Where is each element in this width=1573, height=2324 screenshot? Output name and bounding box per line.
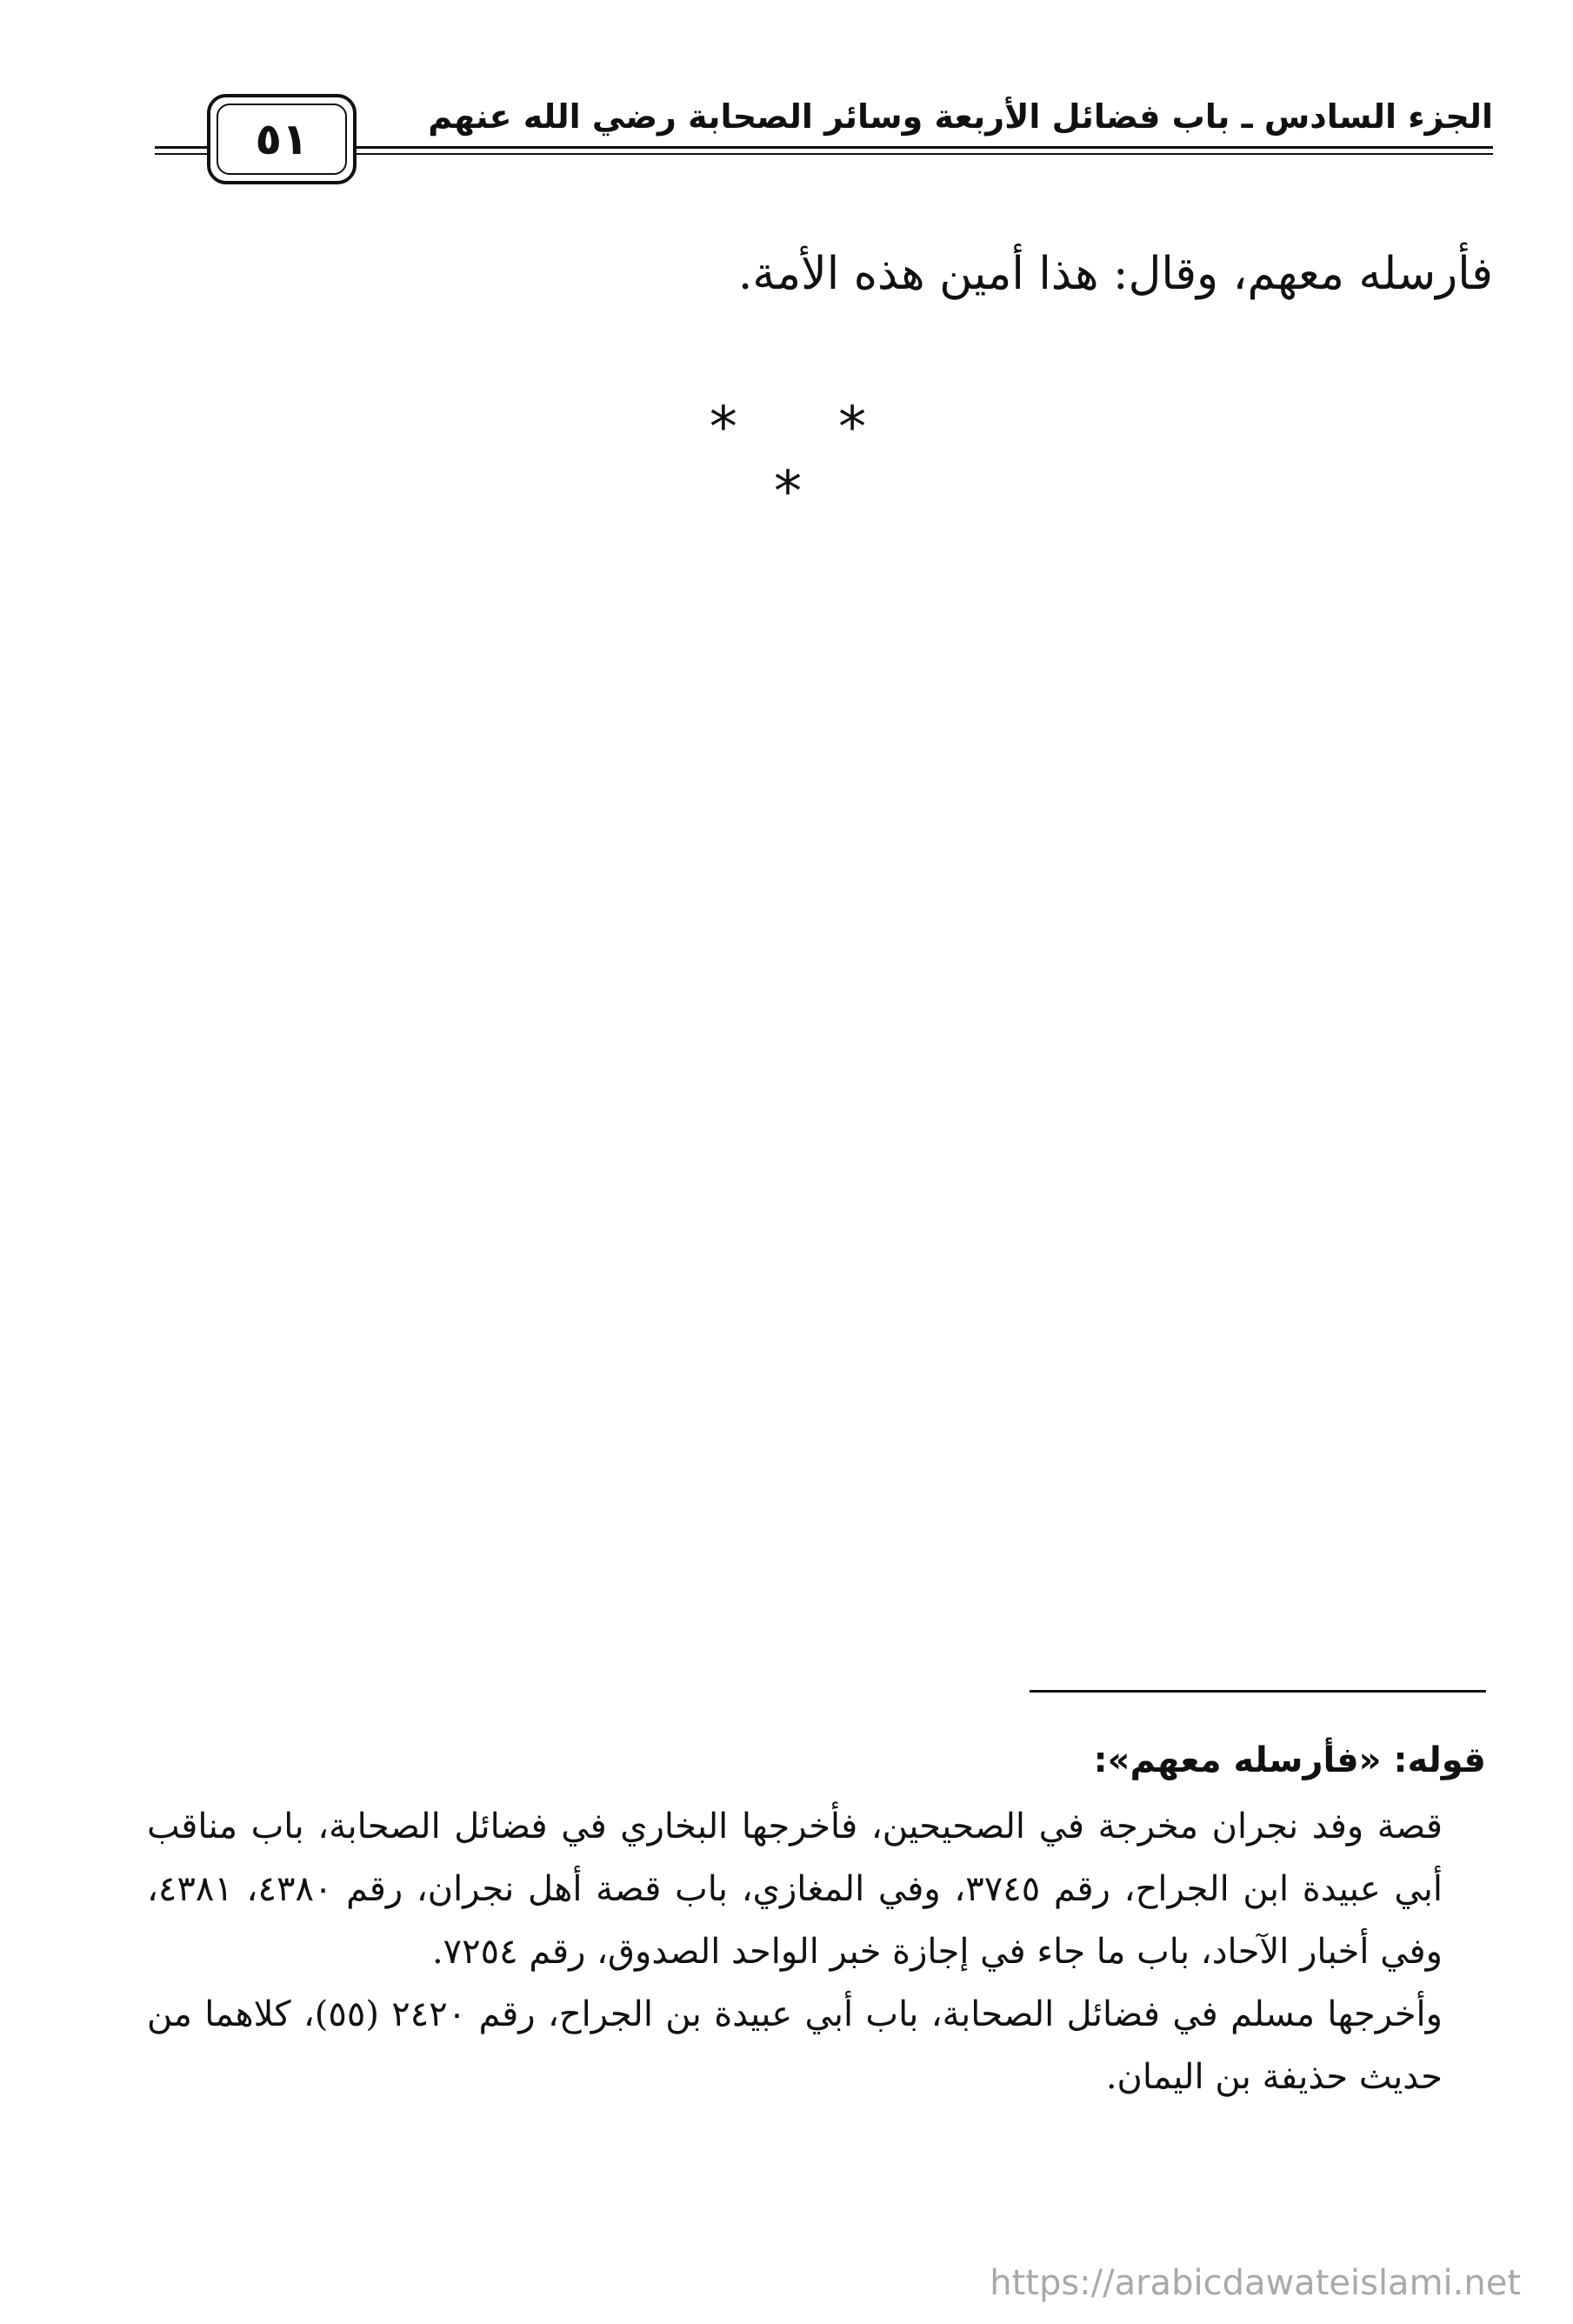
- footnote-paragraph: قصة وفد نجران مخرجة في الصحيحين، فأخرجها البخاري في فضائل الصحابة، باب مناقب أبي عبيدة ابن الجراح، رقم ٣٧٤٥، وفي المغازي، باب قصة أهل نجران، رقم ٤٣٨٠، ٤٣٨١، وفي أخبار الآحاد، باب ما جاء في إجازة خبر الواحد الصدوق، رقم ٧٢٥٤.: [147, 1806, 1443, 1972]
- footnote-body: [147, 1795, 1443, 2108]
- footnote-heading: قوله: «فأرسله معهم»:: [1093, 1740, 1486, 1780]
- header-rule: [357, 146, 1493, 149]
- header-rule: [155, 146, 207, 149]
- page-number-frame: [207, 94, 357, 184]
- section-separator-stars: * * *: [709, 396, 909, 524]
- footnote-divider: [1030, 1690, 1486, 1693]
- header-rule: [357, 153, 1493, 155]
- watermark-url: https://arabicdawateislami.net: [990, 2263, 1521, 2303]
- main-text: فأرسله معهم، وقال: هذا أمين هذه الأمة.: [737, 248, 1493, 300]
- header-rule: [155, 153, 207, 155]
- page-number: ٥١: [255, 114, 309, 164]
- running-header-title: الجزء السادس ـ باب فضائل الأربعة وسائر الصحابة رضي الله عنهم: [428, 97, 1493, 136]
- footnote-paragraph: وأخرجها مسلم في فضائل الصحابة، باب أبي عبيدة بن الجراح، رقم ٢٤٢٠ (٥٥)، كلاهما من حديث حذيفة بن اليمان.: [147, 1994, 1443, 2097]
